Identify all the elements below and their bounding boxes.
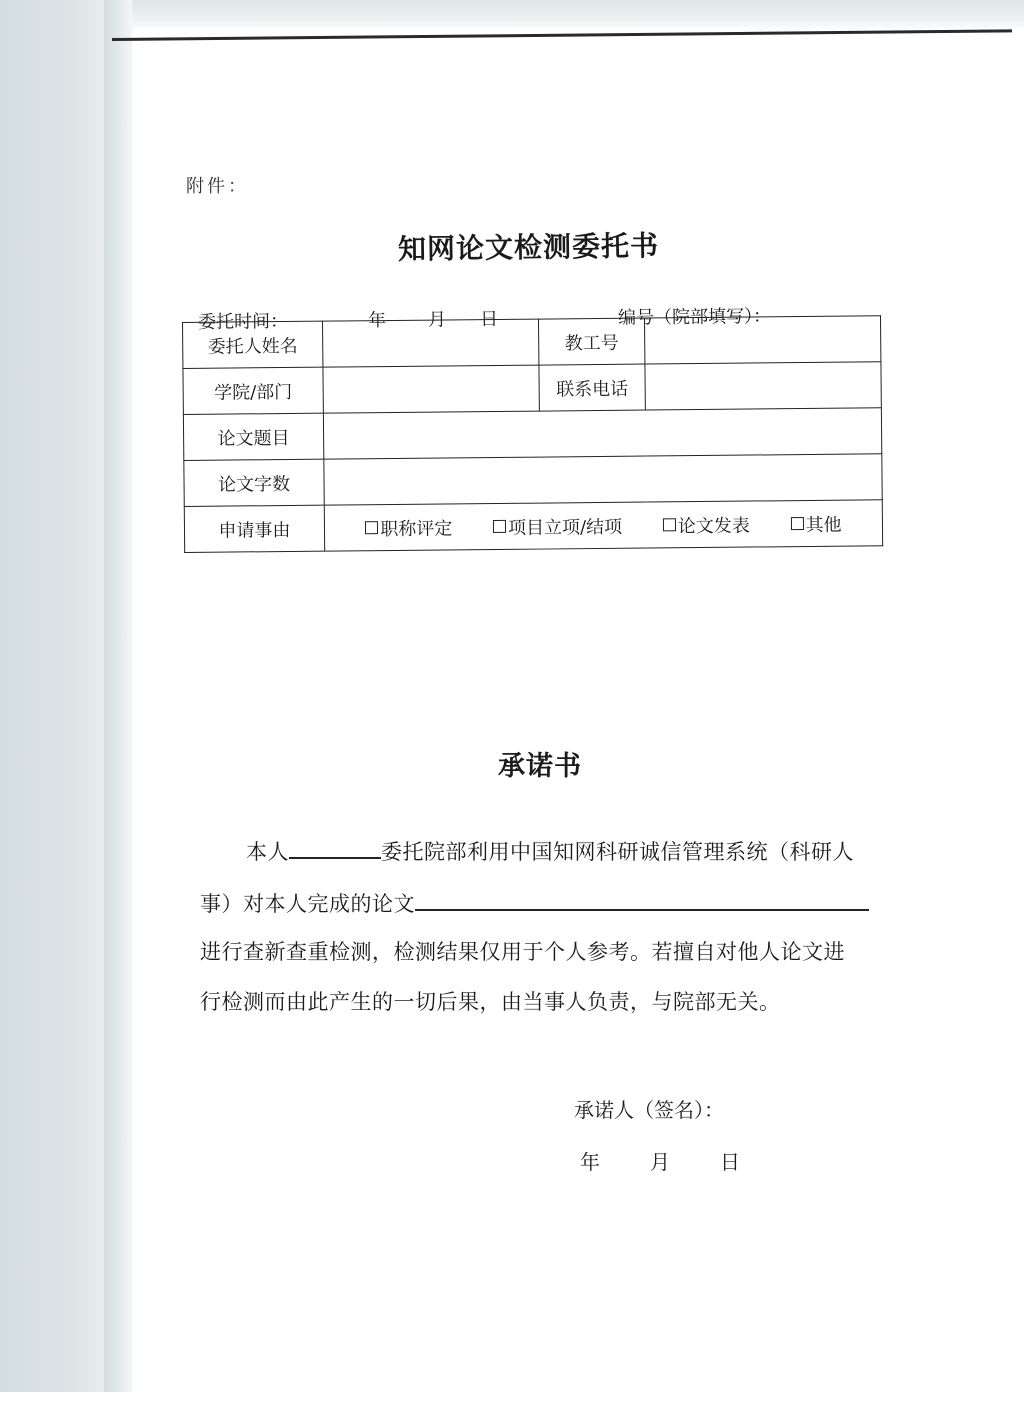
reason-option-other[interactable] bbox=[790, 510, 841, 536]
table-row bbox=[184, 454, 882, 507]
paper-title-field[interactable] bbox=[323, 408, 881, 459]
dept-field[interactable] bbox=[323, 365, 539, 413]
pledge-date-line bbox=[580, 1146, 760, 1174]
pledge-line1-prefix: 本人 bbox=[246, 840, 289, 864]
paper-top-edge bbox=[112, 29, 1012, 41]
scan-bottom-band bbox=[0, 1392, 1024, 1408]
pledge-line-4: 行检测而由此产生的一切后果，由当事人负责，与院部无关。 bbox=[200, 990, 781, 1014]
scan-left-shadow-edge bbox=[104, 0, 132, 1392]
checkbox-icon[interactable] bbox=[663, 518, 676, 531]
entrust-day: 日 bbox=[479, 308, 499, 331]
pledge-line2-prefix: 事）对本人完成的论文 bbox=[200, 892, 415, 916]
table-row bbox=[183, 316, 881, 369]
reason-options bbox=[324, 500, 882, 551]
checkbox-icon[interactable] bbox=[493, 520, 506, 533]
staff-id-field[interactable] bbox=[644, 316, 880, 364]
pledge-month: 月 bbox=[650, 1150, 670, 1174]
name-field[interactable] bbox=[322, 319, 538, 367]
word-count-label: 论文字数 bbox=[184, 459, 324, 506]
entrust-form-table bbox=[182, 315, 882, 550]
pledge-year: 年 bbox=[580, 1150, 600, 1174]
pledge-name-blank[interactable] bbox=[289, 837, 381, 859]
reason-option-project[interactable] bbox=[493, 512, 622, 539]
reason-option-label: 其他 bbox=[805, 514, 842, 536]
reason-option-title-evaluation[interactable] bbox=[365, 514, 452, 541]
checkbox-icon[interactable] bbox=[790, 517, 803, 530]
table-row bbox=[183, 408, 881, 461]
pledge-line-1 bbox=[246, 836, 854, 866]
table-row bbox=[183, 362, 881, 415]
pledge-line-3: 进行查新查重检测，检测结果仅用于个人参考。若擅自对他人论文进 bbox=[200, 940, 845, 964]
entrust-month: 月 bbox=[427, 309, 447, 331]
entrust-time-label: 委托时间： bbox=[197, 311, 289, 333]
reason-option-label: 项目立项/结项 bbox=[507, 516, 623, 539]
signer-label: 承诺人（签名）： bbox=[574, 1098, 724, 1122]
reason-label: 申请事由 bbox=[184, 505, 324, 552]
pledge-line-2 bbox=[200, 888, 869, 918]
pledge-line1-suffix: 委托院部利用中国知网科研诚信管理系统（科研人 bbox=[381, 840, 854, 864]
pledge-day: 日 bbox=[720, 1150, 740, 1174]
word-count-field[interactable] bbox=[324, 454, 882, 505]
scan-top-band bbox=[0, 0, 1024, 30]
phone-label: 联系电话 bbox=[539, 364, 645, 411]
pledge-paper-blank[interactable] bbox=[415, 889, 869, 911]
dept-label: 学院/部门 bbox=[183, 367, 323, 414]
name-label: 委托人姓名 bbox=[183, 321, 323, 368]
entrust-year: 年 bbox=[367, 310, 387, 332]
entrust-title: 知网论文检测委托书 bbox=[397, 229, 660, 266]
attachment-label: 附件： bbox=[186, 176, 249, 197]
pledge-title: 承诺书 bbox=[498, 751, 582, 782]
phone-field[interactable] bbox=[645, 362, 881, 410]
reason-option-label: 职称评定 bbox=[380, 517, 453, 540]
staff-id-label: 教工号 bbox=[538, 318, 644, 365]
checkbox-icon[interactable] bbox=[365, 521, 378, 534]
reason-option-publication[interactable] bbox=[663, 511, 750, 538]
entrust-number-label: 编号（院部填写）： bbox=[617, 305, 772, 329]
paper-title-label: 论文题目 bbox=[183, 413, 323, 460]
reason-option-label: 论文发表 bbox=[677, 515, 750, 537]
table-row bbox=[184, 500, 882, 553]
